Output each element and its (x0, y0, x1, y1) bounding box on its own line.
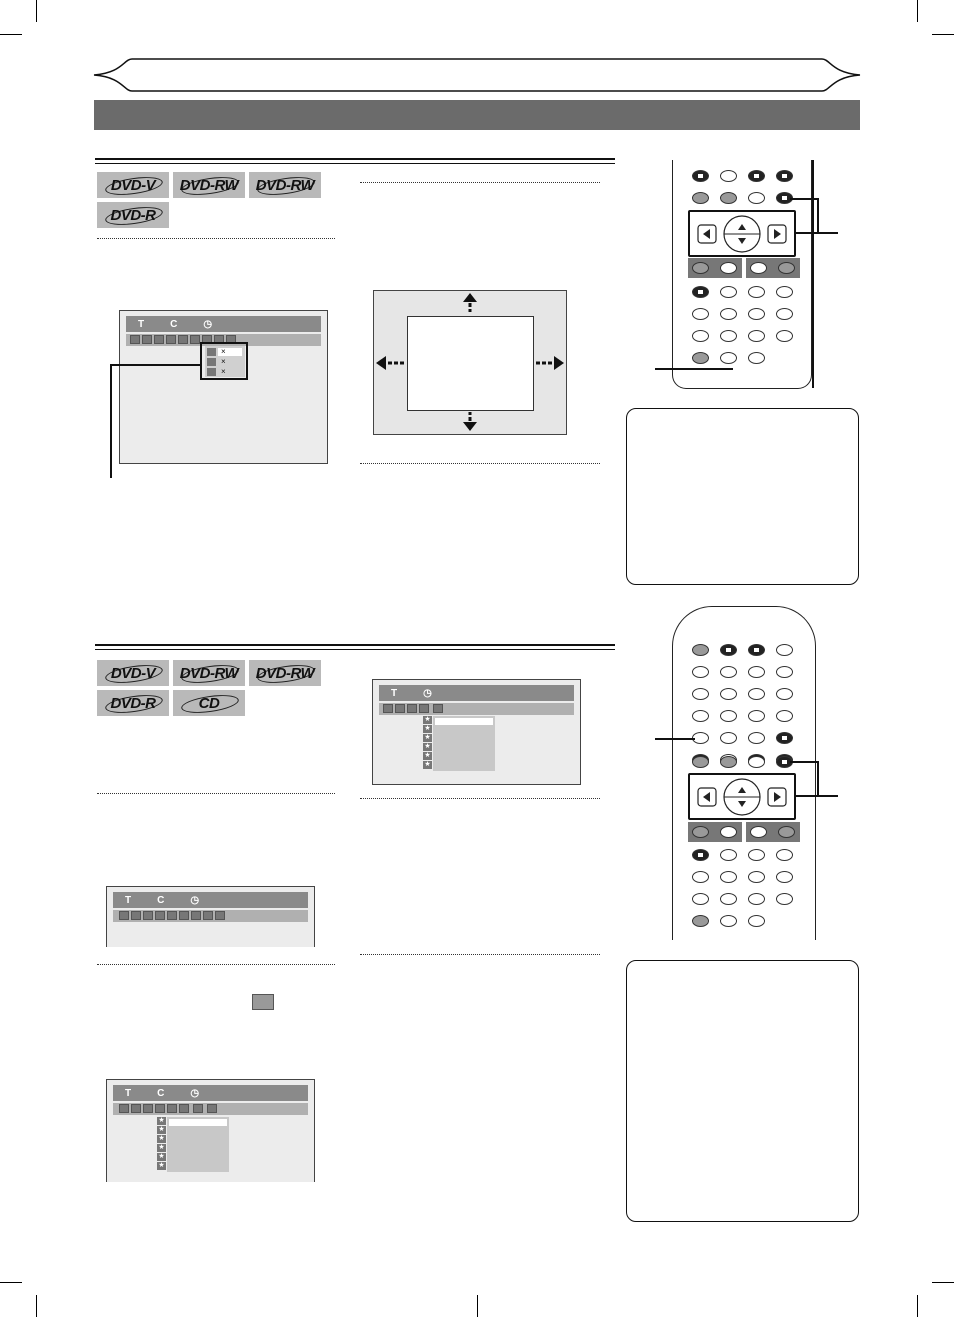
remote-button (748, 871, 765, 883)
subtitle-icon (143, 911, 153, 920)
section-rule (95, 649, 615, 650)
remote-button (720, 826, 737, 838)
audio-icon (131, 1104, 141, 1113)
zoom-icon (119, 1104, 129, 1113)
star-icon: ★ (424, 752, 431, 759)
remote-button (748, 688, 765, 700)
remote-button (692, 330, 709, 342)
remote-button (720, 308, 737, 320)
crop-mark (36, 0, 37, 22)
callout-line (790, 198, 818, 200)
star-icon: ★ (424, 734, 431, 741)
star-icon: ★ (158, 1153, 165, 1160)
remote-button (720, 688, 737, 700)
remote-button (776, 170, 793, 182)
step-divider (97, 793, 335, 794)
remote-button (692, 308, 709, 320)
disc-badge-dvd-rw: DVD-RW (249, 660, 321, 686)
display-icon (207, 1104, 217, 1113)
display-icon (433, 704, 443, 713)
remote-button (692, 666, 709, 678)
remote-button (776, 286, 793, 298)
remote-button (692, 192, 709, 204)
chapter-banner (92, 55, 862, 95)
remote-button (720, 849, 737, 861)
remote-button (720, 644, 737, 656)
remote-button (748, 352, 765, 364)
zoom-icon (130, 335, 140, 344)
remote-button (720, 286, 737, 298)
arrow-left-icon (376, 356, 406, 370)
remote-button (692, 915, 709, 927)
marker-slot: × (221, 367, 226, 376)
zoom-icon (383, 704, 393, 713)
subtitle-icon (143, 1104, 153, 1113)
popup-callout-box (200, 342, 248, 380)
callout-line (817, 198, 819, 232)
osd-header: T C ◷ (113, 892, 308, 908)
noise-reduction-icon (252, 994, 274, 1010)
remote-button (720, 915, 737, 927)
remote-button (776, 849, 793, 861)
note-box-top (626, 408, 859, 585)
osd-icon-row (379, 703, 574, 715)
osd-screen-c (372, 679, 581, 785)
remote-button (692, 286, 709, 298)
dpad-callout-box (688, 773, 796, 820)
osd-icon-row (113, 910, 308, 922)
star-icon: ★ (424, 725, 431, 732)
remote-button (748, 756, 765, 768)
remote-button (748, 644, 765, 656)
remote-button (776, 688, 793, 700)
callout-line (790, 761, 818, 763)
crop-mark (917, 0, 918, 22)
crop-mark (932, 34, 954, 35)
remote-button (692, 871, 709, 883)
remote-button (720, 893, 737, 905)
noise-option-list (433, 716, 495, 771)
angle-icon (155, 1104, 165, 1113)
remote-button (776, 308, 793, 320)
audio-icon (142, 335, 152, 344)
remote-button (692, 644, 709, 656)
arrow-up-icon (463, 293, 477, 315)
audio-icon (395, 704, 405, 713)
disc-badge-dvd-rw: DVD-RW (249, 172, 321, 198)
note-box-bottom (626, 960, 859, 1222)
subtitle-icon (154, 335, 164, 344)
remote-button (778, 826, 795, 838)
remote-button (692, 262, 709, 274)
noise-option-list (167, 1117, 229, 1172)
marker-slot: × (221, 357, 226, 366)
remote-button (776, 666, 793, 678)
marker-icon (190, 335, 200, 344)
section-rule (95, 644, 615, 646)
callout-line (817, 761, 819, 795)
marker-slot: × (218, 348, 242, 356)
osd-header: T C ◷ (126, 316, 321, 332)
dpad-callout-box (688, 210, 796, 257)
star-icon: ★ (158, 1144, 165, 1151)
remote-button (720, 871, 737, 883)
star-icon: ★ (158, 1135, 165, 1142)
remote-button (692, 352, 709, 364)
step-divider (97, 964, 335, 965)
remote-button (750, 826, 767, 838)
callout-line (110, 364, 200, 366)
remote-button (748, 893, 765, 905)
remote-button (776, 710, 793, 722)
osd-screen-b (106, 1079, 315, 1182)
disc-badge-dvd-rw: DVD-RW (173, 172, 245, 198)
remote-button (776, 644, 793, 656)
display-icon (215, 911, 225, 920)
remote-button (748, 666, 765, 678)
star-icon: ★ (424, 716, 431, 723)
remote-button (692, 756, 709, 768)
remote-button (750, 262, 767, 274)
star-icon: ★ (424, 743, 431, 750)
crop-mark (0, 34, 22, 35)
callout-line (110, 364, 112, 478)
audio-icon (131, 911, 141, 920)
osd-screen-a (106, 886, 315, 947)
remote-button (778, 262, 795, 274)
zoom-icon (119, 911, 129, 920)
disc-badge-dvd-rw: DVD-RW (173, 660, 245, 686)
remote-button (776, 732, 793, 744)
repeat-icon (407, 704, 417, 713)
step-divider (360, 954, 600, 955)
step-divider (97, 238, 335, 239)
osd-header: T ◷ (379, 685, 574, 701)
center-mark (477, 1295, 478, 1317)
marker-icon (179, 911, 189, 920)
remote-shadow-line (812, 160, 814, 388)
arrow-right-icon (536, 356, 566, 370)
star-icon: ★ (158, 1117, 165, 1124)
star-icon: ★ (424, 761, 431, 768)
step-divider (360, 798, 600, 799)
remote-button (720, 666, 737, 678)
disc-badge-dvd-v: DVD-V (97, 660, 169, 686)
remote-button (748, 849, 765, 861)
search-icon (193, 1104, 203, 1113)
angle-icon (166, 335, 176, 344)
remote-button (748, 286, 765, 298)
section-rule (95, 163, 615, 164)
remote-button (692, 826, 709, 838)
noise-reduction-icon (419, 704, 429, 713)
section-rule (95, 158, 615, 160)
repeat-icon (178, 335, 188, 344)
remote-button (776, 893, 793, 905)
crop-mark (0, 1282, 22, 1283)
remote-button (748, 192, 765, 204)
remote-button (692, 893, 709, 905)
callout-line (655, 368, 733, 370)
remote-button (748, 330, 765, 342)
crop-mark (932, 1282, 954, 1283)
noise-reduction-icon (179, 1104, 189, 1113)
remote-button (692, 170, 709, 182)
section-title-bar (94, 100, 860, 130)
noise-reduction-icon (191, 911, 201, 920)
arrow-down-icon (463, 412, 477, 434)
disc-badge-dvd-v: DVD-V (97, 172, 169, 198)
remote-button (720, 756, 737, 768)
osd-header: T C ◷ (113, 1085, 308, 1101)
remote-button (776, 330, 793, 342)
callout-line (655, 738, 695, 740)
remote-button (748, 915, 765, 927)
step-divider (360, 182, 600, 183)
remote-button (748, 170, 765, 182)
crop-mark (36, 1295, 37, 1317)
remote-button (720, 192, 737, 204)
search-icon (203, 911, 213, 920)
callout-line (796, 232, 838, 234)
remote-button (692, 688, 709, 700)
remote-button (720, 732, 737, 744)
remote-button (720, 262, 737, 274)
zoom-area (407, 316, 534, 411)
disc-badge-dvd-r: DVD-R (97, 690, 169, 716)
remote-button (692, 849, 709, 861)
step-divider (360, 463, 600, 464)
remote-button (720, 170, 737, 182)
star-icon: ★ (158, 1162, 165, 1169)
osd-screen-marker (119, 310, 328, 464)
remote-button (720, 330, 737, 342)
disc-badge-dvd-r: DVD-R (97, 202, 169, 228)
crop-mark (917, 1295, 918, 1317)
star-icon: ★ (158, 1126, 165, 1133)
remote-button (776, 871, 793, 883)
remote-button (720, 710, 737, 722)
repeat-icon (167, 1104, 177, 1113)
repeat-icon (167, 911, 177, 920)
remote-button (748, 308, 765, 320)
remote-button (748, 732, 765, 744)
remote-button (720, 352, 737, 364)
callout-line (796, 795, 838, 797)
angle-icon (155, 911, 165, 920)
remote-button (692, 710, 709, 722)
remote-button (748, 710, 765, 722)
osd-icon-row (113, 1103, 308, 1115)
disc-badge-cd: CD (173, 690, 245, 716)
